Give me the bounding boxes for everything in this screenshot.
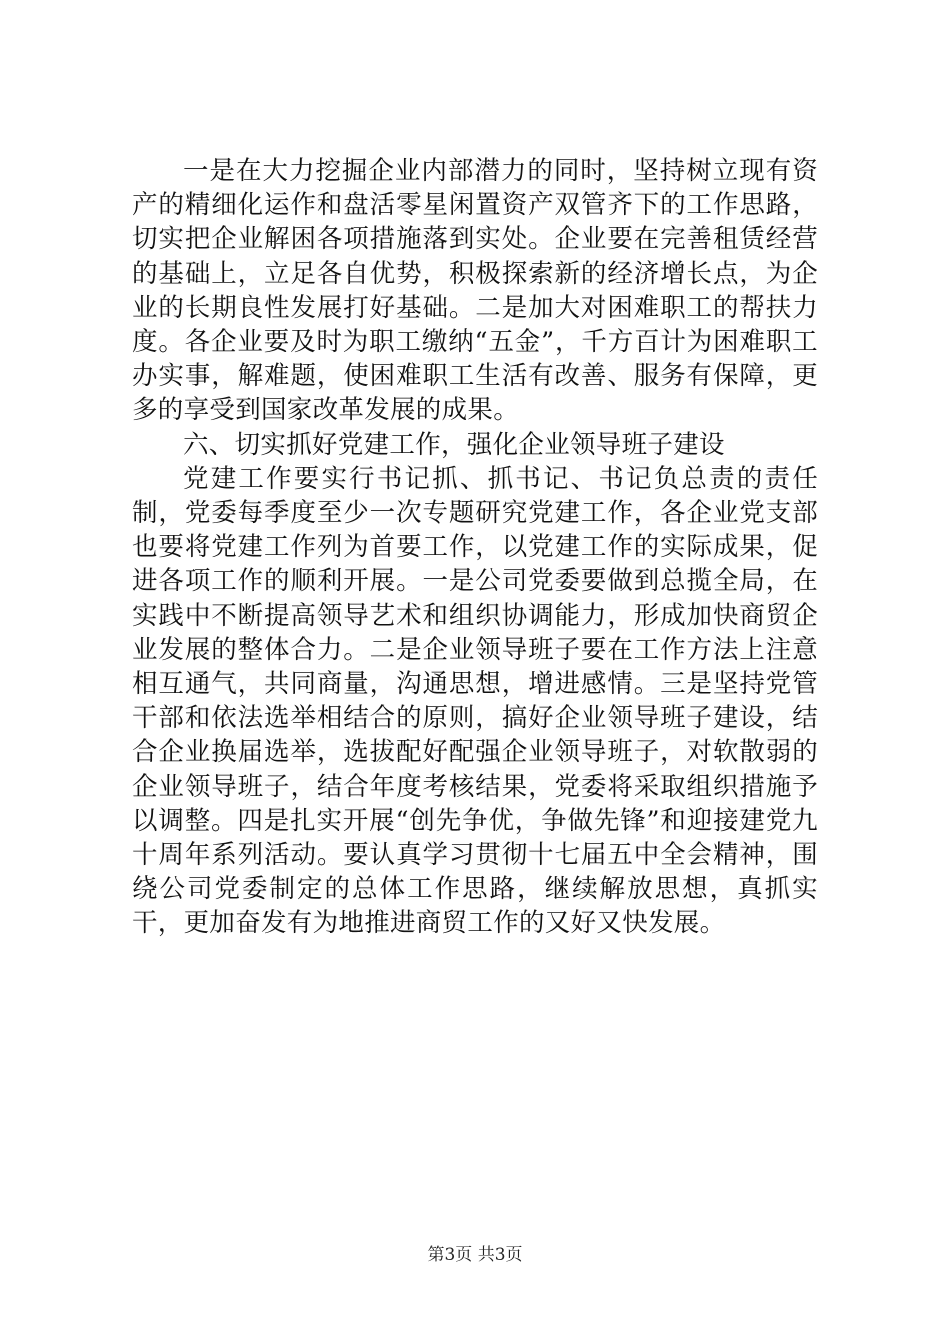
section-paragraph: 党建工作要实行书记抓、抓书记、书记负总责的责任制，党委每季度至少一次专题研究党建工作，各企业党支部也要将党建工作列为首要工作，以党建工作的实际成果，促进各项工作的顺利开展。一是公司党委要做到总揽全局，在实践中不断提高领导艺术和组织协调能力，形成加快商贸企业发展的整体合力。二是企业领导班子要在工作方法上注意相互通气，共同商量，沟通思想，增进感情。三是坚持党管干部和依法选举相结合的原则，搞好企业领导班子建设，结合企业换届选举，选拔配好配强企业领导班子，对软散弱的企业领导班子，结合年度考核结果，党委将采取组织措施予以调整。四是扎实开展“创先争优，争做先锋”和迎接建党九十周年系列活动。要认真学习贯彻十七届五中全会精神，围绕公司党委制定的总体工作思路，继续解放思想，真抓实干，更加奋发有为地推进商贸工作的又好又快发展。 xyxy=(132,463,818,939)
page-footer: 第3页 共3页 xyxy=(427,1245,523,1265)
section-heading: 六、切实抓好党建工作，强化企业领导班子建设 xyxy=(183,429,725,460)
document-body xyxy=(132,154,818,941)
body-paragraph: 一是在大力挖掘企业内部潜力的同时，坚持树立现有资产的精细化运作和盘活零星闲置资产双管齐下的工作思路，切实把企业解困各项措施落到实处。企业要在完善租赁经营的基础上，立足各自优势，积极探索新的经济增长点，为企业的长期良性发展打好基础。二是加大对困难职工的帮扶力度。各企业要及时为职工缴纳“五金”，千方百计为困难职工办实事，解难题，使困难职工生活有改善、服务有保障，更多的享受到国家改革发展的成果。 xyxy=(132,156,818,426)
